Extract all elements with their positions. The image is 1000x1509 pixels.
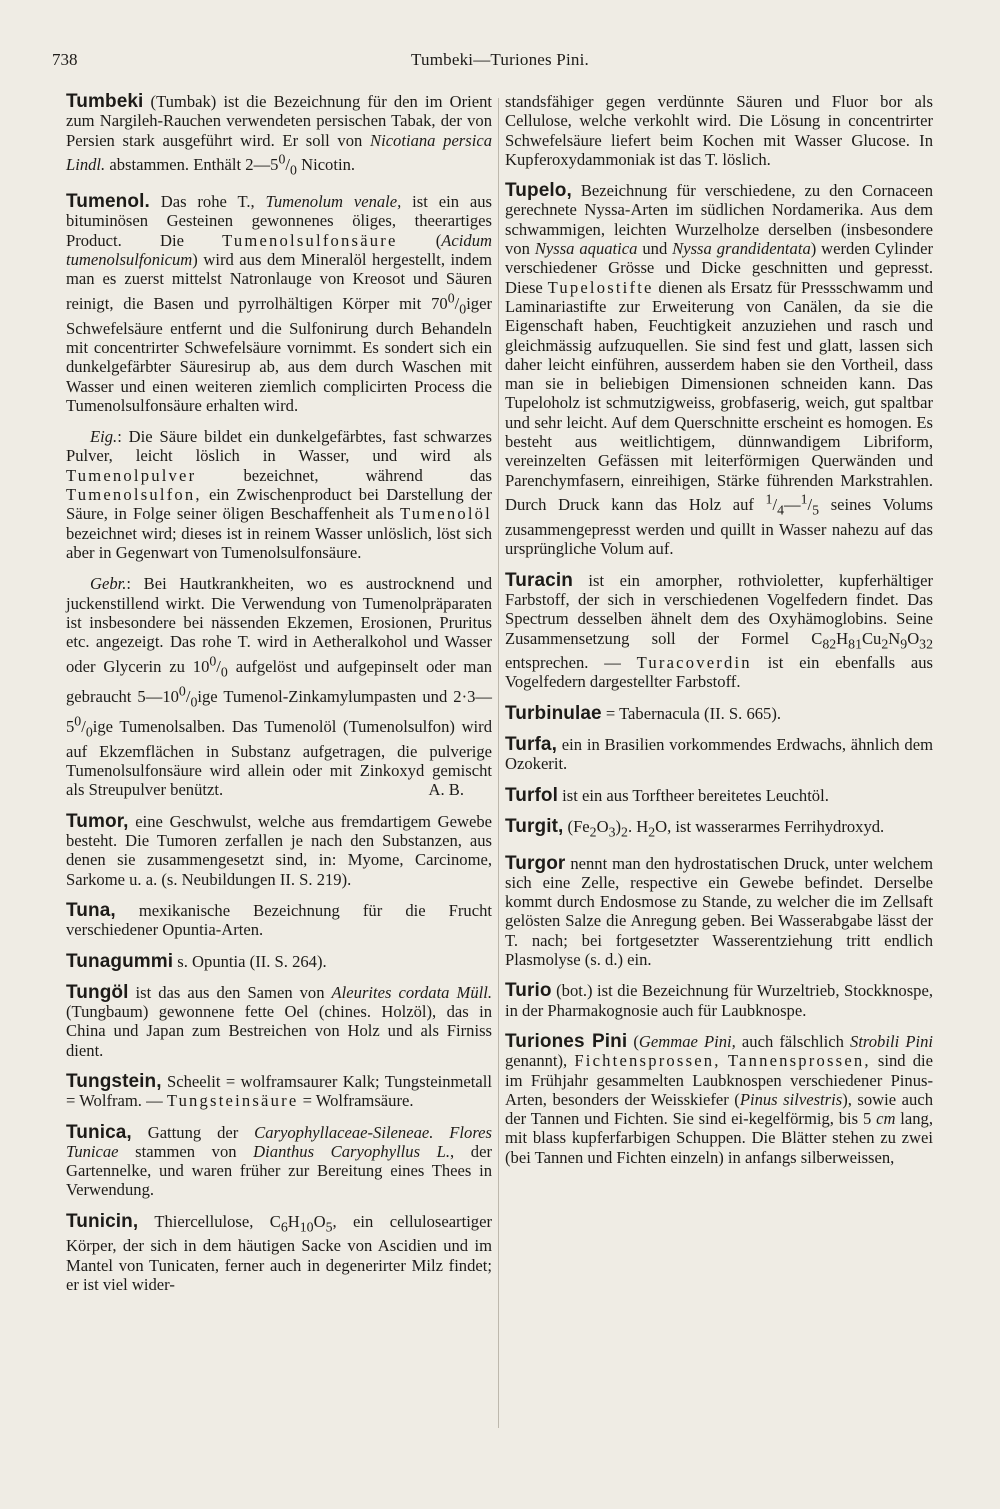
entry-headword: Turio: [505, 980, 552, 1002]
right-column: [505, 92, 933, 1167]
entry-headword: Tunagummi: [66, 950, 174, 972]
entry-text: ein in Brasilien vorkommendes Erdwachs, ähnlich dem Ozokerit.: [505, 735, 933, 774]
entry-headword: Turfa,: [505, 734, 557, 756]
entry-text: Das rohe T., Tumenolum venale, ist ein aus bituminösen Gesteinen gewonnenes öliges, theerartiges Product. Die Tumenolsulfonsäure (Acidum tumenolsulfonicum) wird aus dem Mineralöl hergestellt, indem man es zuerst mittelst Natronlauge von Kreosot und Säuren reinigt, die Basen und pyrrolhältigen Körper mit $70^0/_0iger$ Schwefelsäure entfernt und die Sulfonirung durch Behandeln mit concentrirter Schwefelsäure vornimmt. Es sondert sich ein dunkelgefärbter Säuresirup ab, aus dem durch Waschen mit Wasser und einen weiteren ziemlich complicirten Process die Tumenolsulfonsäure erhalten wird.: [66, 192, 492, 415]
entry-turiones-pini: [505, 1032, 933, 1167]
entry-text: Gebr.: Bei Hautkrankheiten, wo es austrocknend und juckenstillend wirkt. Die Verwendung von Tumenolpräparaten ist insbesondere bei nässenden Ekzemen, Erosionen, Pruritus etc. angezeigt. Das rohe T. wird in Aetheralkohol und Wasser oder Glycerin zu $10^0/_0$ aufgelöst und aufgepinselt oder man gebraucht $5—10^0/_0ige$ Tumenol-Zinkamylumpasten und $2\cdot 3—5^0/_0ige$ Tumenolsalben. Das Tumenolöl (Tumenolsulfon) wird auf Ekzemflächen in Substanz aufgetragen, die pulverige Tumenolsulfonsäure wird allein oder mit Zinkoxyd gemischt als Streupulver benützt.: [66, 574, 492, 800]
entry-tumenol: [66, 192, 492, 415]
entry-headword: Tupelo,: [505, 180, 572, 202]
entry-headword: Tungstein,: [66, 1070, 162, 1092]
entry-turgit: [505, 817, 933, 842]
entry-headword: Tumbeki: [66, 91, 144, 112]
entry-headword: Tunicin,: [66, 1210, 139, 1232]
entry-text: standsfähiger gegen verdünnte Säuren und Fluor bor als Cellulose, welche verkohlt wird. Die Lösung in concentrirter Schwefelsäure liefert beim Kochen mit Wasser Glucose. In Kupferoxydammoniak ist das T. löslich.: [505, 92, 933, 169]
entry-turacin: [505, 571, 933, 692]
entry-text: = Tabernacula (II. S. 665).: [601, 703, 782, 723]
entry-text: nennt man den hydrostatischen Druck, unter welchem sich eine Zelle, respective ein Gewebe befindet. Derselbe kommt durch Endosmose zu Stande, zu welcher die im Zellsaft gelösten Salze die Anregung geben. Bei Wasserabgabe lässt der T. nach; bei fortgesetzter Wasserentziehung tritt endlich Plasmolyse (s. d.) ein.: [505, 853, 933, 970]
entry-text: Thiercellulose, $C_6H_{10}O_5$, ein celluloseartiger Körper, der sich in dem häutigen Sacke von Ascidien und im Mantel von Tunicaten, ferner auch in degenerirter Milz findet; er ist viel wider-: [66, 1211, 492, 1294]
entry-text: Gattung der Caryophyllaceae-Sileneae. Flores Tunicae stammen von Dianthus Caryophyllus L., der Gartennelke, und waren früher zur Bereitung eines Thees in Verwendung.: [66, 1122, 492, 1200]
entry-turfa: [505, 735, 933, 774]
entry-headword: Turacin: [505, 569, 573, 591]
entry-tunica: [66, 1123, 492, 1200]
entry-tuna: [66, 901, 492, 940]
entry-text: $(Fe_2O_3)_2$. $H_2O$, ist wasserarmes Ferrihydroxyd.: [563, 816, 885, 840]
page-number: 738: [52, 50, 78, 69]
entry-text: ist ein amorpher, rothvioletter, kupferhältiger Farbstoff, der sich in verschiedenen Vogelfedern findet. Das Spectrum desselben ähnelt dem des Oxyhämoglobins. Seine Zusammensetzung soll der Formel $C_{82}H_{81}Cu_2N_9O_{32}$ entsprechen. — Turacoverdin ist ein ebenfalls aus Vogelfedern dargestellter Farbstoff.: [505, 570, 934, 692]
entry-tunicin-cont: [505, 92, 933, 169]
entry-tunicin: [66, 1212, 492, 1295]
entry-text: (Gemmae Pini, auch fälschlich Strobili Pini genannt), Fichtensprossen, Tannensprossen, sind die im Frühjahr gesammelten Laubknospen verschiedener Pinus-Arten, besonders der Weisskiefer (Pinus silvestris), sowie auch der Tannen und Fichten. Sie sind ei-kegelförmig, bis 5 cm lang, mit blass kupferfarbigen Schuppen. Die Blätter stehen zu zwei (bei Tannen und Fichten einzeln) in anfangs silberweissen,: [505, 1031, 933, 1167]
entry-tumor: [66, 812, 492, 889]
entry-text: Eig.: Die Säure bildet ein dunkelgefärbtes, fast schwarzes Pulver, leicht löslich in Wasser, und wird als Tumenolpulver bezeichnet, während das Tumenolsulfon, ein Zwischenproduct bei Darstellung der Säure, in Folge seiner öligen Beschaffenheit als Tumenolöl bezeichnet wird; dieses ist in reinem Wasser unlöslich, löst sich aber in Gegenwart von Tumenolsulfonsäure.: [66, 427, 492, 562]
entry-text: Bezeichnung für verschiedene, zu den Cornaceen gerechnete Nyssa-Arten im südlichen Nordamerika. Aus dem schwammigen, leichten Wurzelholze derselben (insbesondere von Nyssa aquatica und Nyssa grandidentata) werden Cylinder verschiedener Grösse und Dicke geschnitten und gepresst. Diese Tupelostifte dienen als Ersatz für Pressschwamm und Laminariastifte zur Erweiterung von Canälen, da sie die Eigenschaft haben, Feuchtigkeit anzuziehen und rasch und gleichmässig aufzuquellen. Sie sind fest und glatt, lassen sich daher leicht einführen, ausserdem haben sie den Vortheil, dass man sie in beliebigen Dimensionen schneiden kann. Das Tupeloholz ist schmutzigweiss, grobfaserig, weich, gut spaltbar und sehr leicht. Auf dem Querschnitte erscheint es homogen. Es besteht aus weitlichtigem, dünnwandigem Libriform, vereinzelten Gefässen mit leiterförmigen Querwänden und Parenchymfasern, einreihigen, Stärke führenden Markstrahlen. Durch Druck kann das Holz auf $^1/_4—^1/_5$ seines Volums zusammengepresst werden und quillt in Wasser nahezu auf das ursprüngliche Volum auf.: [505, 181, 933, 559]
entry-turfol: [505, 786, 933, 805]
entry-text: s. Opuntia (II. S. 264).: [173, 951, 327, 971]
entry-text: (Tumbak) ist die Bezeichnung für den im Orient zum Nargileh-Rauchen verwendeten persischen Tabak, der von Persien stark ausgeführt wird. Er soll von Nicotiana persica Lindl. abstammen. Enthält $2—5^0/_0$ Nicotin.: [66, 92, 492, 178]
entry-tumbeki: [66, 92, 492, 180]
entry-text: Scheelit = wolframsaurer Kalk; Tungsteinmetall = Wolfram. — Tungsteinsäure = Wolframsäure.: [66, 1071, 492, 1111]
entry-tumenol-gebr: [66, 574, 492, 800]
entry-headword: Turiones Pini: [505, 1030, 628, 1052]
column-divider: [498, 98, 499, 1428]
entry-headword: Tumenol.: [66, 191, 150, 213]
entry-text: eine Geschwulst, welche aus fremdartigem Gewebe besteht. Die Tumoren zerfallen je nach den Substanzen, aus denen sie zusammengesetzt sind, in: Myome, Carcinome, Sarkome u. a. (s. Neubildungen II. S. 219).: [66, 811, 492, 889]
running-head: Tumbeki—Turiones Pini.: [411, 50, 589, 69]
entry-turio: [505, 981, 933, 1020]
entry-tumenol-eig: [66, 427, 492, 562]
entry-headword: Tumor,: [66, 810, 129, 832]
entry-tungstein: [66, 1072, 492, 1111]
entry-headword: Turfol: [505, 784, 559, 806]
entry-turgor: [505, 854, 933, 970]
entry-tunagummi: [66, 952, 492, 971]
entry-headword: Tungöl: [66, 981, 129, 1003]
entry-headword: Turgit,: [505, 815, 564, 837]
entry-headword: Tuna,: [66, 899, 116, 921]
entry-turbinulae: [505, 704, 933, 723]
entry-headword: Tunica,: [66, 1121, 132, 1143]
entry-headword: Turbinulae: [505, 702, 602, 724]
entry-text: ist ein aus Torftheer bereitetes Leuchtöl.: [558, 785, 829, 805]
entry-text: ist das aus den Samen von Aleurites cordata Müll. (Tungbaum) gewonnene fette Oel (chines. Holzöl), das in China und Japan zum Bestreichen von Holz und als Firniss dient.: [66, 982, 492, 1060]
entry-tupelo: [505, 181, 933, 558]
entry-tungoel: [66, 983, 492, 1060]
entry-text: (bot.) ist die Bezeichnung für Wurzeltrieb, Stockknospe, in der Pharmakognosie auch für Laubknospe.: [505, 981, 933, 1020]
left-column: [66, 92, 492, 1294]
author-signature: A. B.: [428, 780, 464, 800]
entry-headword: Turgor: [505, 852, 566, 874]
entry-text: mexikanische Bezeichnung für die Frucht verschiedener Opuntia-Arten.: [66, 900, 492, 940]
